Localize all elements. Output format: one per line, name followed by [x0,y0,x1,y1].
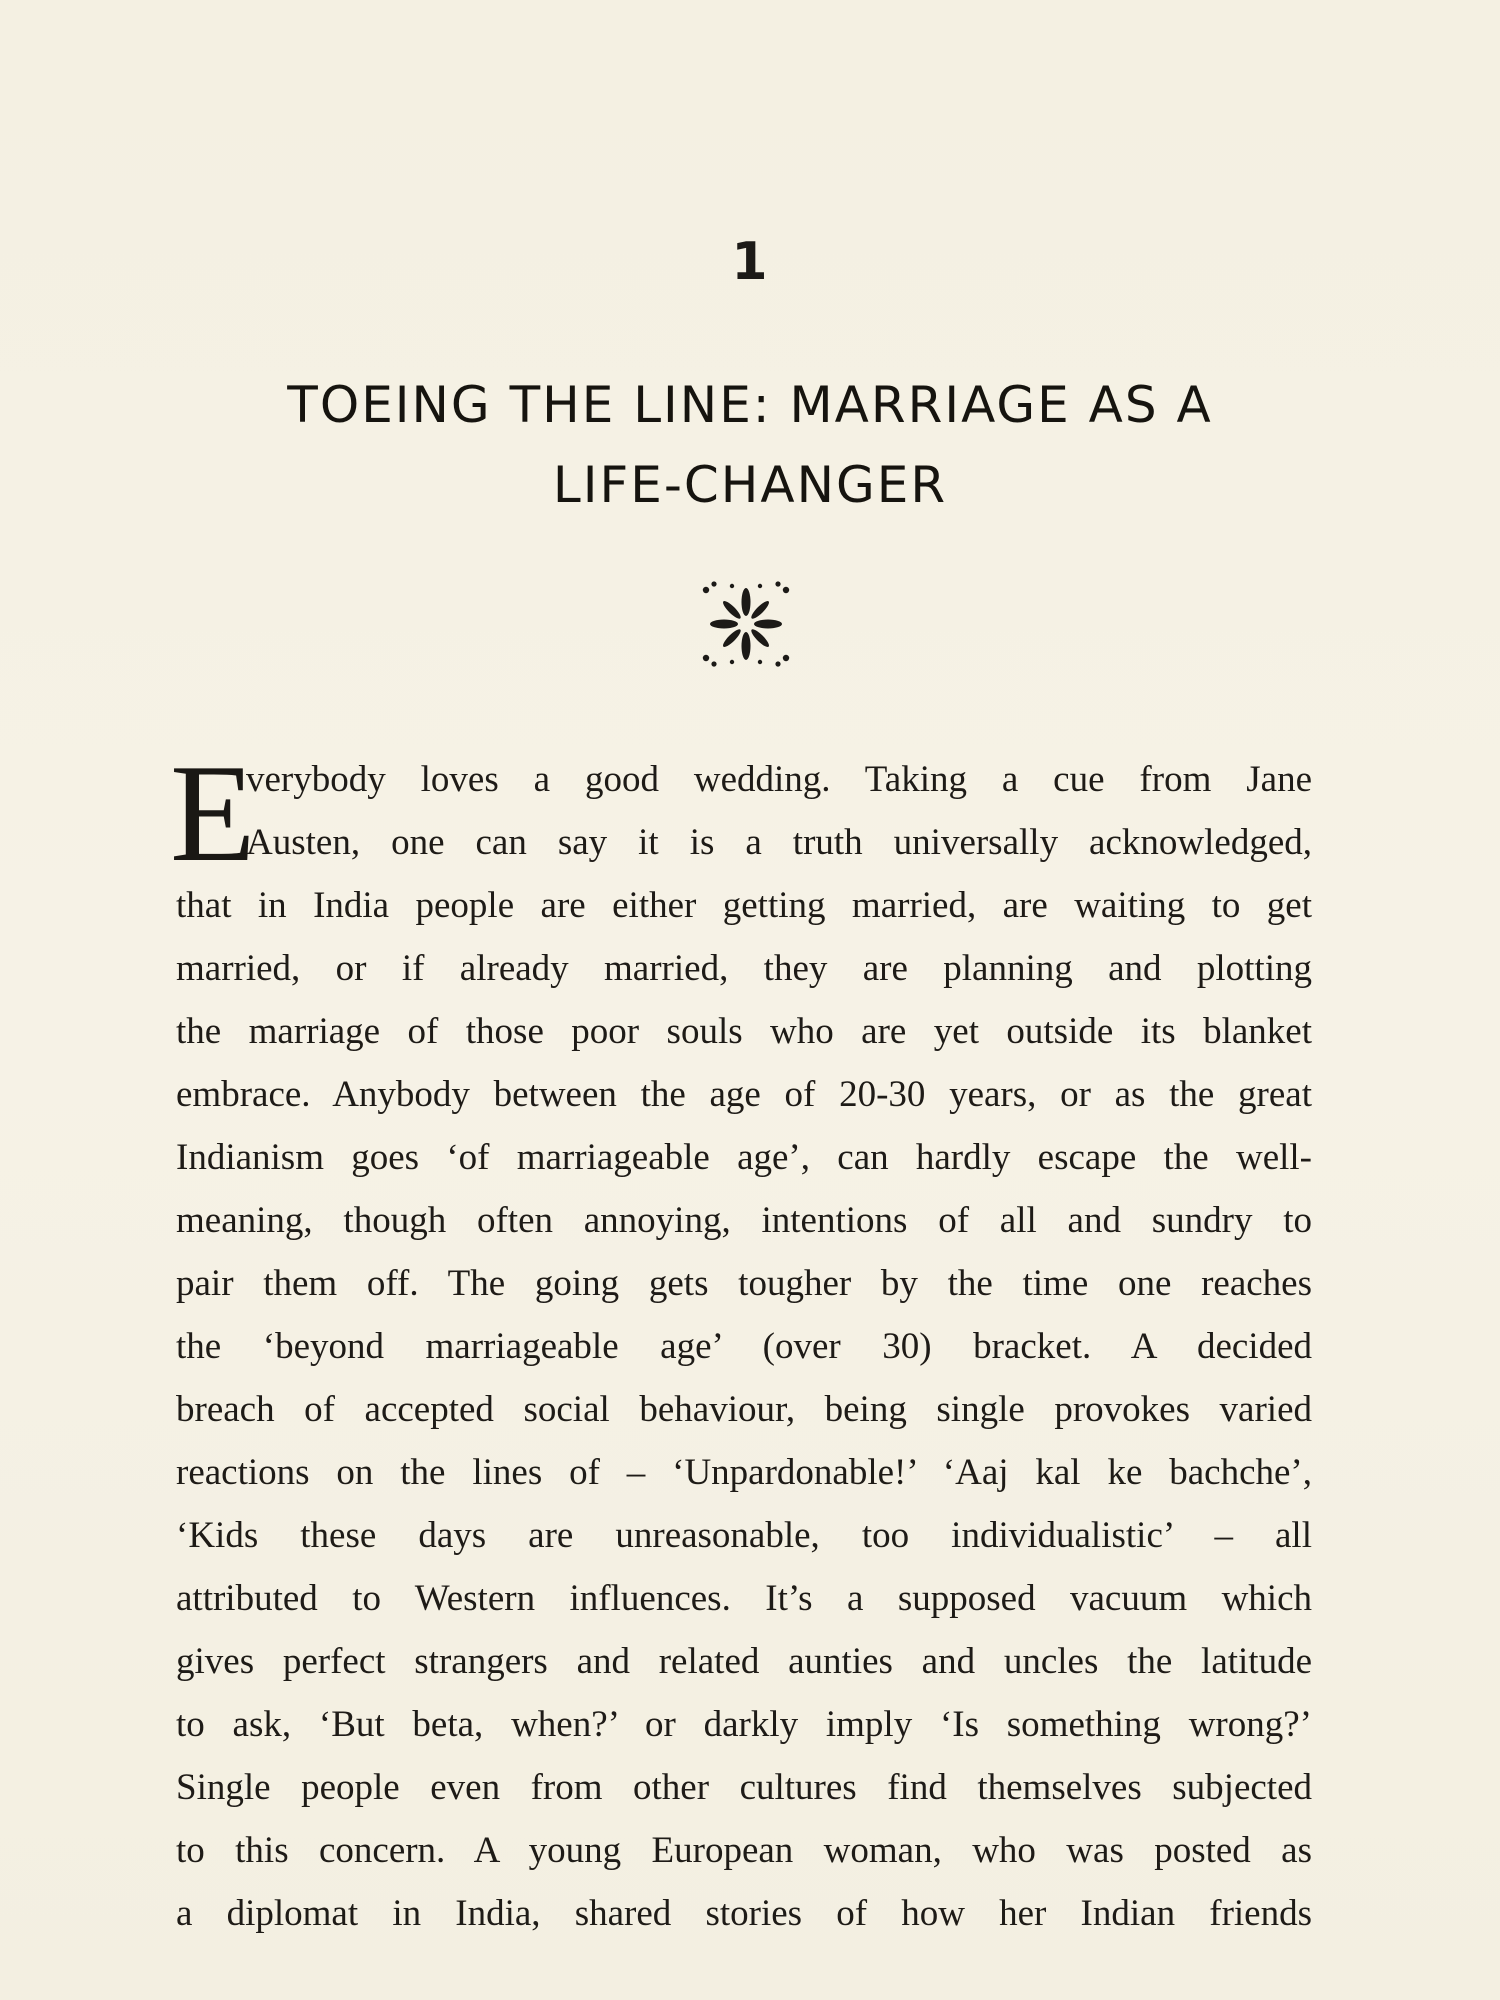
chapter-title-line-2: LIFE-CHANGER [552,456,948,514]
body-line: to this concern. A young European woman, who was posted as [176,1830,1312,1871]
body-line: Indianism goes ‘of marriageable age’, can hardly escape the well- [176,1137,1312,1178]
chapter-title [150,365,1350,525]
body-line: ‘Kids these days are unreasonable, too individualistic’ – all [176,1515,1312,1556]
body-line: a diplomat in India, shared stories of how her Indian friends [176,1893,1312,1934]
body-line: attributed to Western influences. It’s a supposed vacuum which [176,1578,1312,1619]
body-line: reactions on the lines of – ‘Unpardonable!’ ‘Aaj kal ke bachche’, [176,1452,1312,1493]
body-line: to ask, ‘But beta, when?’ or darkly imply ‘Is something wrong?’ [176,1704,1312,1745]
chapter-number: 1 [731,232,769,292]
body-line: embrace. Anybody between the age of 20-30 years, or as the great [176,1074,1312,1115]
body-line: meaning, though often annoying, intentions of all and sundry to [176,1200,1312,1241]
body-line: pair them off. The going gets tougher by the time one reaches [176,1263,1312,1304]
body-line: the ‘beyond marriageable age’ (over 30) bracket. A decided [176,1326,1312,1367]
body-line: verybody loves a good wedding. Taking a cue from Jane [246,759,1312,800]
body-line: breach of accepted social behaviour, being single provokes varied [176,1389,1312,1430]
body-line: Austen, one can say it is a truth universally acknowledged, [246,822,1312,863]
body-line: gives perfect strangers and related aunties and uncles the latitude [176,1641,1312,1682]
floral-star-ornament-icon [700,578,792,670]
drop-cap: E [170,736,256,891]
body-paragraph [170,736,1312,1945]
body-line: Single people even from other cultures find themselves subjected [176,1767,1312,1808]
body-line: that in India people are either getting married, are waiting to get [176,885,1312,926]
body-line: married, or if already married, they are planning and plotting [176,948,1312,989]
body-line: the marriage of those poor souls who are yet outside its blanket [176,1011,1312,1052]
chapter-title-line-1: TOEING THE LINE: MARRIAGE AS A [287,376,1213,434]
